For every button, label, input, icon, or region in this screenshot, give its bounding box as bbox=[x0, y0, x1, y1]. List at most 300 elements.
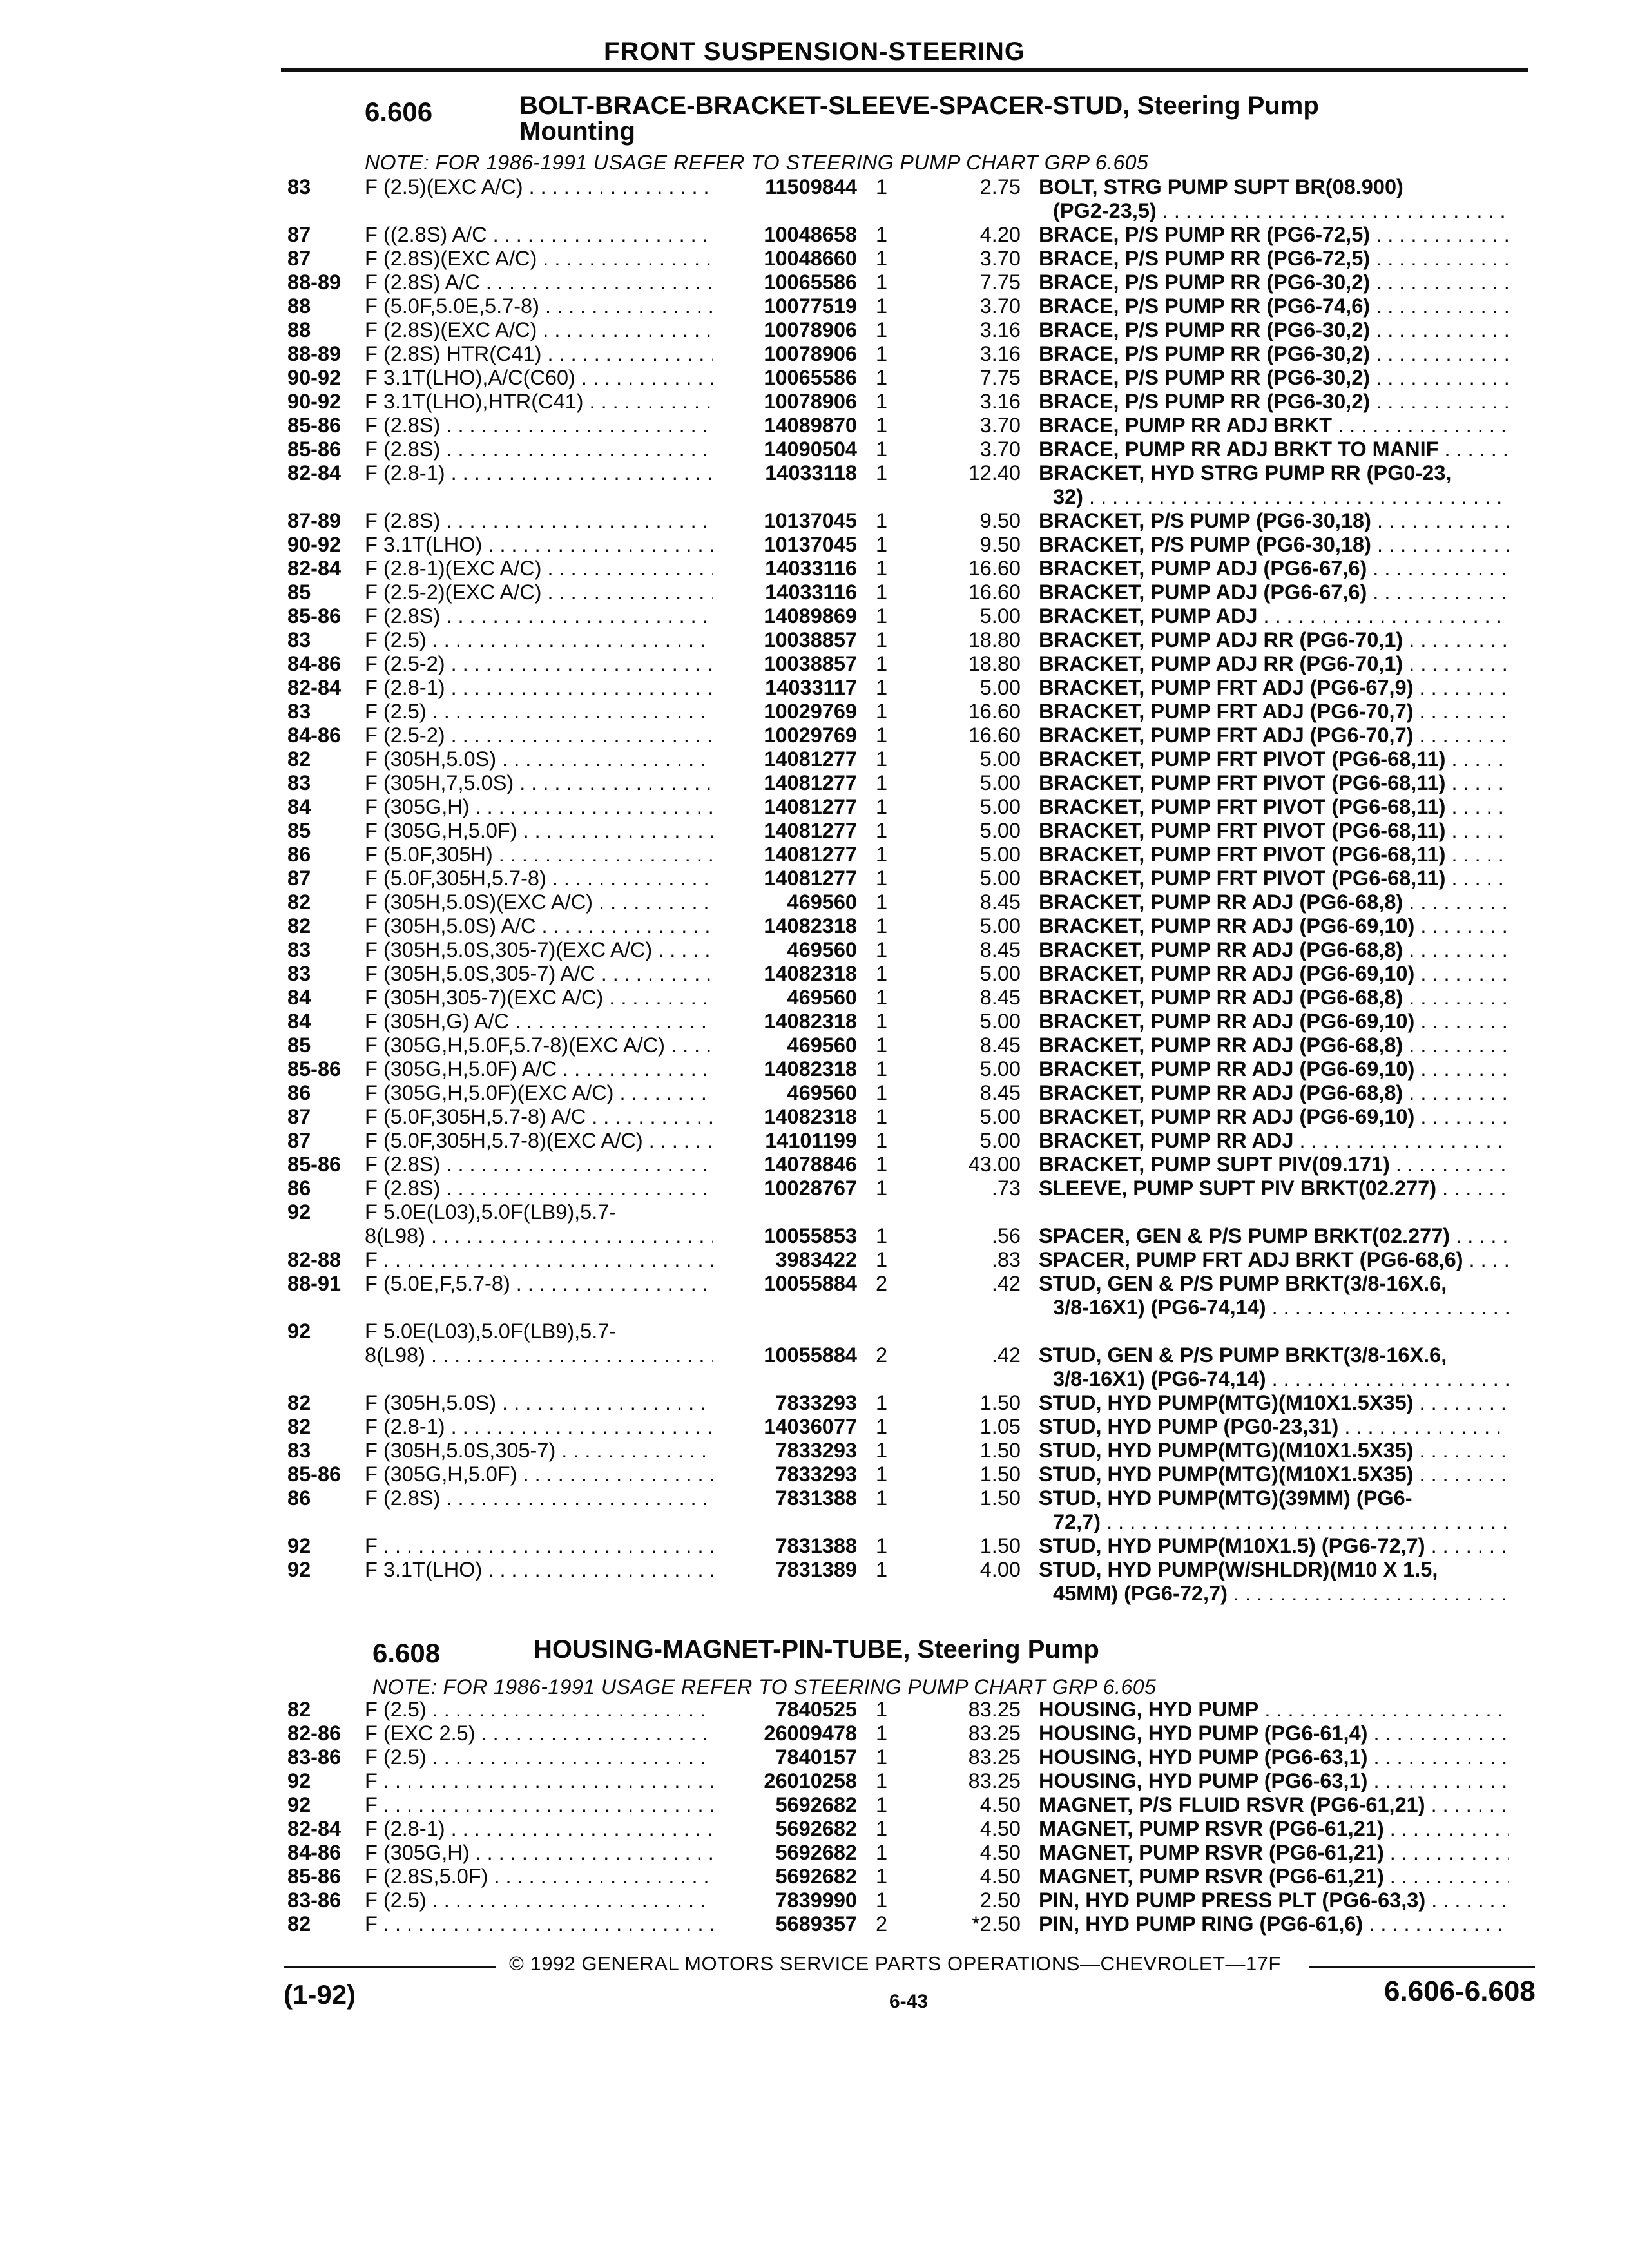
part-name bbox=[1039, 437, 1509, 461]
quantity: 1 bbox=[875, 1745, 888, 1769]
price: 4.50 bbox=[979, 1841, 1021, 1864]
application bbox=[365, 1272, 713, 1296]
part-name-line: BRACKET, PUMP RR ADJ (PG6-69,10) . . . bbox=[1039, 914, 1509, 938]
part-number: 469560 bbox=[787, 890, 857, 914]
part-number: 5692682 bbox=[775, 1817, 857, 1840]
part-row bbox=[0, 1463, 1629, 1486]
application bbox=[365, 294, 713, 318]
application-line: F . . . bbox=[365, 1912, 713, 1936]
model-year: 82 bbox=[287, 1698, 311, 1721]
part-row bbox=[0, 986, 1629, 1010]
application bbox=[365, 867, 713, 890]
application bbox=[365, 557, 713, 581]
part-name bbox=[1039, 1841, 1509, 1865]
application bbox=[365, 509, 713, 533]
part-number: 10028767 bbox=[764, 1177, 857, 1200]
part-number: 14078846 bbox=[764, 1153, 857, 1176]
price: 43.00 bbox=[968, 1153, 1021, 1176]
price: *2.50 bbox=[972, 1912, 1021, 1936]
quantity: 1 bbox=[875, 318, 888, 341]
application-line: F (2.5) . . . bbox=[365, 628, 713, 652]
part-name bbox=[1039, 1486, 1509, 1534]
application-line: F 5.0E(L03),5.0F(LB9),5.7- bbox=[365, 1320, 617, 1343]
part-row bbox=[0, 700, 1629, 724]
model-year: 87 bbox=[287, 223, 311, 246]
part-name-line: BRACKET, PUMP SUPT PIV(09.171) . . . bbox=[1039, 1153, 1509, 1177]
application bbox=[365, 1129, 713, 1153]
model-year: 86 bbox=[287, 1486, 311, 1510]
application-line: F (2.8-1) . . . bbox=[365, 676, 713, 700]
part-name-line: BRACKET, PUMP RR ADJ (PG6-69,10) . . . bbox=[1039, 1105, 1509, 1129]
application bbox=[365, 652, 713, 676]
quantity: 1 bbox=[875, 1817, 888, 1840]
price: 5.00 bbox=[979, 747, 1021, 771]
part-number: 14081277 bbox=[764, 843, 857, 866]
price: 5.00 bbox=[979, 914, 1021, 937]
part-name-line: BRACKET, PUMP ADJ (PG6-67,6) . . . bbox=[1039, 581, 1509, 604]
model-year: 82 bbox=[287, 890, 311, 914]
model-year: 83 bbox=[287, 175, 311, 198]
part-row bbox=[0, 1057, 1629, 1081]
price: 8.45 bbox=[979, 1081, 1021, 1104]
application-line: F (2.5)(EXC A/C) . . . bbox=[365, 175, 713, 199]
part-name-line: STUD, HYD PUMP(MTG)(M10X1.5X35) . . . bbox=[1039, 1463, 1509, 1486]
application-line: F (2.8S) . . . bbox=[365, 509, 713, 533]
application bbox=[365, 843, 713, 867]
part-name bbox=[1039, 724, 1509, 747]
part-name-line: BRACKET, PUMP RR ADJ (PG6-68,8) . . . bbox=[1039, 938, 1509, 962]
part-name bbox=[1039, 366, 1509, 390]
part-name-line: BRACKET, PUMP RR ADJ (PG6-69,10) . . . bbox=[1039, 1010, 1509, 1033]
part-name-line: BRACKET, PUMP ADJ (PG6-67,6) . . . bbox=[1039, 557, 1509, 581]
application bbox=[365, 1415, 713, 1439]
part-name-line: 72,7) . . . bbox=[1039, 1510, 1509, 1534]
part-row bbox=[0, 1153, 1629, 1177]
quantity: 1 bbox=[875, 1722, 888, 1745]
application bbox=[365, 1391, 713, 1415]
part-row bbox=[0, 747, 1629, 771]
price: 5.00 bbox=[979, 771, 1021, 794]
application-line: F (2.8-1) . . . bbox=[365, 461, 713, 485]
part-row bbox=[0, 1177, 1629, 1200]
section-title-line: HOUSING-MAGNET-PIN-TUBE, Steering Pump bbox=[534, 1635, 1099, 1664]
price: 16.60 bbox=[968, 581, 1021, 604]
part-name bbox=[1039, 1415, 1509, 1439]
price: .42 bbox=[991, 1343, 1021, 1367]
application-line: F . . . bbox=[365, 1248, 713, 1272]
part-number: 14082318 bbox=[764, 1057, 857, 1081]
part-name-line: BRACE, P/S PUMP RR (PG6-30,2) . . . bbox=[1039, 271, 1509, 294]
application bbox=[365, 1769, 713, 1793]
part-name-line: BRACKET, PUMP FRT ADJ (PG6-70,7) . . . bbox=[1039, 724, 1509, 747]
application-line: F (2.8S) . . . bbox=[365, 1486, 713, 1510]
part-row bbox=[0, 1698, 1629, 1722]
part-row bbox=[0, 1010, 1629, 1033]
application-line: F (5.0E,F,5.7-8) . . . bbox=[365, 1272, 713, 1296]
quantity: 1 bbox=[875, 700, 888, 723]
model-year: 92 bbox=[287, 1558, 311, 1581]
quantity: 1 bbox=[875, 414, 888, 437]
part-name-line: MAGNET, PUMP RSVR (PG6-61,21) . . . bbox=[1039, 1817, 1509, 1841]
application bbox=[365, 1745, 713, 1769]
part-row bbox=[0, 604, 1629, 628]
application bbox=[365, 676, 713, 700]
quantity: 1 bbox=[875, 1057, 888, 1081]
part-name bbox=[1039, 604, 1509, 628]
price: 7.75 bbox=[979, 366, 1021, 389]
part-name-line: BRACKET, PUMP RR ADJ (PG6-69,10) . . . bbox=[1039, 1057, 1509, 1081]
application-line: F (305H,5.0S) A/C . . . bbox=[365, 914, 713, 938]
model-year: 84-86 bbox=[287, 652, 342, 675]
quantity: 1 bbox=[875, 1793, 888, 1816]
part-name bbox=[1039, 771, 1509, 795]
part-name-line: BRACKET, PUMP FRT PIVOT (PG6-68,11) . . . bbox=[1039, 795, 1509, 819]
part-name bbox=[1039, 1224, 1509, 1248]
application bbox=[365, 1057, 713, 1081]
part-name-line: BRACE, P/S PUMP RR (PG6-30,2) . . . bbox=[1039, 366, 1509, 390]
part-number: 10038857 bbox=[764, 652, 857, 675]
quantity: 1 bbox=[875, 1177, 888, 1200]
part-row bbox=[0, 1272, 1629, 1320]
part-number: 14090504 bbox=[764, 437, 857, 461]
part-number: 10048660 bbox=[764, 247, 857, 270]
model-year: 84-86 bbox=[287, 724, 342, 747]
part-number: 10078906 bbox=[764, 390, 857, 413]
quantity: 1 bbox=[875, 342, 888, 365]
application-line: F (305H,7,5.0S) . . . bbox=[365, 771, 713, 795]
quantity: 1 bbox=[875, 676, 888, 699]
model-year: 85-86 bbox=[287, 1865, 342, 1888]
part-name bbox=[1039, 1153, 1509, 1177]
part-name bbox=[1039, 1865, 1509, 1888]
model-year: 82 bbox=[287, 1912, 311, 1936]
part-name-line: BRACKET, PUMP FRT ADJ (PG6-67,9) . . . bbox=[1039, 676, 1509, 700]
application-line: F 3.1T(LHO) . . . bbox=[365, 1558, 713, 1582]
part-number: 469560 bbox=[787, 1081, 857, 1104]
price: 5.00 bbox=[979, 676, 1021, 699]
application bbox=[365, 1912, 713, 1936]
price: 83.25 bbox=[968, 1698, 1021, 1721]
quantity: 1 bbox=[875, 1534, 888, 1557]
quantity: 1 bbox=[875, 533, 888, 556]
part-row bbox=[0, 867, 1629, 890]
application-line: F (305H,5.0S) . . . bbox=[365, 747, 713, 771]
part-name bbox=[1039, 1912, 1509, 1936]
part-name bbox=[1039, 1248, 1509, 1272]
part-row bbox=[0, 247, 1629, 271]
part-name bbox=[1039, 342, 1509, 366]
application-line: F (2.5-2) . . . bbox=[365, 724, 713, 747]
footer-group-range: 6.606-6.608 bbox=[1384, 1975, 1536, 2007]
part-name-line: SPACER, PUMP FRT ADJ BRKT (PG6-68,6) . . . bbox=[1039, 1248, 1509, 1272]
part-number: 14089869 bbox=[764, 604, 857, 628]
part-name bbox=[1039, 1722, 1509, 1745]
part-name bbox=[1039, 890, 1509, 914]
part-row bbox=[0, 461, 1629, 509]
part-row bbox=[0, 366, 1629, 390]
section-title-line: Mounting bbox=[519, 117, 635, 146]
quantity: 1 bbox=[875, 1010, 888, 1033]
price: 3.16 bbox=[979, 318, 1021, 341]
part-name bbox=[1039, 867, 1509, 890]
application-line: F . . . bbox=[365, 1793, 713, 1817]
application bbox=[365, 366, 713, 390]
part-row bbox=[0, 318, 1629, 342]
application-line: F (305H,5.0S)(EXC A/C) . . . bbox=[365, 890, 713, 914]
application bbox=[365, 581, 713, 604]
part-number: 14033117 bbox=[765, 676, 857, 699]
part-row bbox=[0, 890, 1629, 914]
application bbox=[365, 962, 713, 986]
application-line: F (305H,5.0S,305-7) . . . bbox=[365, 1439, 713, 1463]
part-number: 5692682 bbox=[775, 1793, 857, 1816]
part-name-line: BRACKET, PUMP RR ADJ (PG6-68,8) . . . bbox=[1039, 890, 1509, 914]
part-name bbox=[1039, 1439, 1509, 1463]
price: 1.50 bbox=[979, 1486, 1021, 1510]
application-line: F (2.8S) . . . bbox=[365, 437, 713, 461]
application-line: F (305H,5.0S,305-7) A/C . . . bbox=[365, 962, 713, 986]
part-name-line: BRACE, P/S PUMP RR (PG6-74,6) . . . bbox=[1039, 294, 1509, 318]
application-line: F (305G,H,5.0F) . . . bbox=[365, 1463, 713, 1486]
model-year: 82-84 bbox=[287, 557, 342, 580]
model-year: 90-92 bbox=[287, 390, 342, 413]
model-year: 90-92 bbox=[287, 533, 342, 556]
price: 4.20 bbox=[979, 223, 1021, 246]
model-year: 92 bbox=[287, 1200, 311, 1224]
application bbox=[365, 1888, 713, 1912]
part-name bbox=[1039, 652, 1509, 676]
part-name bbox=[1039, 1793, 1509, 1817]
part-number: 10055884 bbox=[764, 1272, 857, 1295]
part-name-line: BRACKET, PUMP RR ADJ (PG6-68,8) . . . bbox=[1039, 1033, 1509, 1057]
application-line: F (2.8S,5.0F) . . . bbox=[365, 1865, 713, 1888]
part-row bbox=[0, 294, 1629, 318]
part-name-line: BRACKET, PUMP RR ADJ (PG6-68,8) . . . bbox=[1039, 1081, 1509, 1105]
application-line: F (5.0F,305H) . . . bbox=[365, 843, 713, 867]
part-name-line: 3/8-16X1) (PG6-74,14) . . . bbox=[1039, 1367, 1509, 1391]
part-name bbox=[1039, 700, 1509, 724]
part-name bbox=[1039, 318, 1509, 342]
part-row bbox=[0, 1793, 1629, 1817]
part-row bbox=[0, 437, 1629, 461]
quantity: 1 bbox=[875, 509, 888, 532]
part-name bbox=[1039, 175, 1509, 223]
application-line: F (305H,G) A/C . . . bbox=[365, 1010, 713, 1033]
part-number: 26009478 bbox=[764, 1722, 857, 1745]
quantity: 1 bbox=[875, 819, 888, 842]
part-number: 10038857 bbox=[764, 628, 857, 651]
model-year: 85-86 bbox=[287, 1463, 342, 1486]
price: 7.75 bbox=[979, 271, 1021, 294]
part-name-line: BRACKET, PUMP FRT PIVOT (PG6-68,11) . . . bbox=[1039, 819, 1509, 843]
price: 16.60 bbox=[968, 557, 1021, 580]
model-year: 86 bbox=[287, 1177, 311, 1200]
quantity: 1 bbox=[875, 366, 888, 389]
price: 5.00 bbox=[979, 604, 1021, 628]
application-line: F (5.0F,305H,5.7-8) . . . bbox=[365, 867, 713, 890]
part-number: 11509844 bbox=[765, 175, 857, 198]
price: 83.25 bbox=[968, 1769, 1021, 1792]
price: 1.50 bbox=[979, 1463, 1021, 1486]
quantity: 1 bbox=[875, 1415, 888, 1438]
part-name bbox=[1039, 1177, 1509, 1200]
part-number: 5692682 bbox=[775, 1865, 857, 1888]
part-number: 7833293 bbox=[775, 1463, 857, 1486]
model-year: 88-91 bbox=[287, 1272, 342, 1295]
part-row bbox=[0, 1486, 1629, 1534]
application-line: F ((2.8S) A/C . . . bbox=[365, 223, 713, 247]
price: 18.80 bbox=[968, 652, 1021, 675]
quantity: 1 bbox=[875, 175, 888, 198]
model-year: 83-86 bbox=[287, 1745, 342, 1769]
part-name bbox=[1039, 414, 1509, 437]
price: 3.70 bbox=[979, 294, 1021, 318]
model-year: 88-89 bbox=[287, 342, 342, 365]
part-name-line: STUD, HYD PUMP(MTG)(39MM) (PG6- bbox=[1039, 1486, 1412, 1510]
section-title bbox=[519, 93, 1319, 144]
application bbox=[365, 604, 713, 628]
part-row bbox=[0, 1817, 1629, 1841]
part-number: 3983422 bbox=[775, 1248, 857, 1271]
application bbox=[365, 437, 713, 461]
application-line: F (305G,H) . . . bbox=[365, 1841, 713, 1865]
price: .73 bbox=[991, 1177, 1021, 1200]
part-name-line: 3/8-16X1) (PG6-74,14) . . . bbox=[1039, 1296, 1509, 1320]
price: 2.75 bbox=[979, 175, 1021, 198]
part-number: 469560 bbox=[787, 986, 857, 1009]
price: 1.50 bbox=[979, 1391, 1021, 1414]
model-year: 82 bbox=[287, 1415, 311, 1438]
application-line: F (305G,H,5.0F,5.7-8)(EXC A/C) . . . bbox=[365, 1033, 713, 1057]
application-line: F (5.0F,305H,5.7-8)(EXC A/C) . . . bbox=[365, 1129, 713, 1153]
application-line: F . . . bbox=[365, 1769, 713, 1793]
part-number: 10048658 bbox=[764, 223, 857, 246]
part-name-line: BRACKET, PUMP ADJ RR (PG6-70,1) . . . bbox=[1039, 628, 1509, 652]
part-name bbox=[1039, 557, 1509, 581]
application bbox=[365, 390, 713, 414]
part-row bbox=[0, 581, 1629, 604]
part-row bbox=[0, 652, 1629, 676]
quantity: 1 bbox=[875, 1129, 888, 1152]
part-number: 5689357 bbox=[775, 1912, 857, 1936]
application-line: F (5.0F,305H,5.7-8) A/C . . . bbox=[365, 1105, 713, 1129]
part-name bbox=[1039, 390, 1509, 414]
model-year: 86 bbox=[287, 1081, 311, 1104]
application bbox=[365, 724, 713, 747]
application-line: F 3.1T(LHO) . . . bbox=[365, 533, 713, 557]
price: 1.50 bbox=[979, 1534, 1021, 1557]
part-number: 14081277 bbox=[764, 867, 857, 890]
part-name bbox=[1039, 581, 1509, 604]
quantity: 1 bbox=[875, 1558, 888, 1581]
model-year: 85-86 bbox=[287, 437, 342, 461]
section-note: NOTE: FOR 1986-1991 USAGE REFER TO STEERING PUMP CHART GRP 6.605 bbox=[372, 1675, 1157, 1698]
quantity: 1 bbox=[875, 747, 888, 771]
part-name bbox=[1039, 223, 1509, 247]
part-row bbox=[0, 628, 1629, 652]
section-title bbox=[534, 1637, 1099, 1662]
model-year: 84 bbox=[287, 1010, 311, 1033]
part-name bbox=[1039, 1033, 1509, 1057]
application-line: F (2.8S) . . . bbox=[365, 1153, 713, 1177]
price: 5.00 bbox=[979, 1057, 1021, 1081]
model-year: 92 bbox=[287, 1793, 311, 1816]
application bbox=[365, 819, 713, 843]
model-year: 85-86 bbox=[287, 414, 342, 437]
price: 12.40 bbox=[968, 461, 1021, 485]
model-year: 82-84 bbox=[287, 676, 342, 699]
model-year: 83 bbox=[287, 771, 311, 794]
part-name bbox=[1039, 1129, 1509, 1153]
quantity: 1 bbox=[875, 890, 888, 914]
part-name-line: STUD, HYD PUMP(M10X1.5) (PG6-72,7) . . . bbox=[1039, 1534, 1509, 1558]
model-year: 88 bbox=[287, 294, 311, 318]
quantity: 1 bbox=[875, 724, 888, 747]
application bbox=[365, 461, 713, 485]
part-name bbox=[1039, 271, 1509, 294]
part-name bbox=[1039, 1463, 1509, 1486]
quantity: 1 bbox=[875, 1105, 888, 1128]
part-name-line: HOUSING, HYD PUMP (PG6-63,1) . . . bbox=[1039, 1745, 1509, 1769]
part-row bbox=[0, 271, 1629, 294]
part-name-line: BRACKET, PUMP FRT PIVOT (PG6-68,11) . . . bbox=[1039, 867, 1509, 890]
part-name-line: BRACE, PUMP RR ADJ BRKT . . . bbox=[1039, 414, 1509, 437]
footer-date: (1-92) bbox=[284, 1979, 356, 2010]
model-year: 87 bbox=[287, 247, 311, 270]
application bbox=[365, 1153, 713, 1177]
section-title-line: BOLT-BRACE-BRACKET-SLEEVE-SPACER-STUD, Steering Pump bbox=[519, 91, 1319, 120]
quantity: 1 bbox=[875, 1486, 888, 1510]
part-number: 7833293 bbox=[775, 1391, 857, 1414]
application bbox=[365, 1558, 713, 1582]
application bbox=[365, 1200, 713, 1248]
part-number: 5692682 bbox=[775, 1841, 857, 1864]
model-year: 87 bbox=[287, 1105, 311, 1128]
part-name bbox=[1039, 914, 1509, 938]
part-number: 14081277 bbox=[764, 795, 857, 818]
price: 8.45 bbox=[979, 986, 1021, 1009]
part-name bbox=[1039, 1698, 1509, 1722]
part-name bbox=[1039, 1343, 1509, 1391]
part-name-line: 32) . . . bbox=[1039, 485, 1509, 509]
part-name bbox=[1039, 628, 1509, 652]
quantity: 2 bbox=[875, 1912, 888, 1936]
part-name-line: BRACKET, HYD STRG PUMP RR (PG0-23, bbox=[1039, 461, 1452, 485]
part-name-line: STUD, HYD PUMP(MTG)(M10X1.5X35) . . . bbox=[1039, 1391, 1509, 1415]
model-year: 84 bbox=[287, 986, 311, 1009]
quantity: 1 bbox=[875, 1033, 888, 1057]
quantity: 1 bbox=[875, 843, 888, 866]
footer-page-number: 6-43 bbox=[889, 1991, 929, 2012]
quantity: 1 bbox=[875, 867, 888, 890]
part-name-line: HOUSING, HYD PUMP (PG6-63,1) . . . bbox=[1039, 1769, 1509, 1793]
model-year: 83 bbox=[287, 628, 311, 651]
quantity: 1 bbox=[875, 557, 888, 580]
quantity: 1 bbox=[875, 1841, 888, 1864]
application-line: F (2.8S)(EXC A/C) . . . bbox=[365, 247, 713, 271]
application bbox=[365, 890, 713, 914]
application bbox=[365, 247, 713, 271]
price: 5.00 bbox=[979, 795, 1021, 818]
part-name-line: BRACKET, PUMP ADJ . . . bbox=[1039, 604, 1509, 628]
part-row bbox=[0, 1865, 1629, 1888]
part-name bbox=[1039, 1272, 1509, 1320]
quantity: 1 bbox=[875, 437, 888, 461]
application bbox=[365, 1817, 713, 1841]
part-name-line: (PG2-23,5) . . . bbox=[1039, 199, 1509, 223]
part-number: 10029769 bbox=[764, 700, 857, 723]
part-name bbox=[1039, 962, 1509, 986]
